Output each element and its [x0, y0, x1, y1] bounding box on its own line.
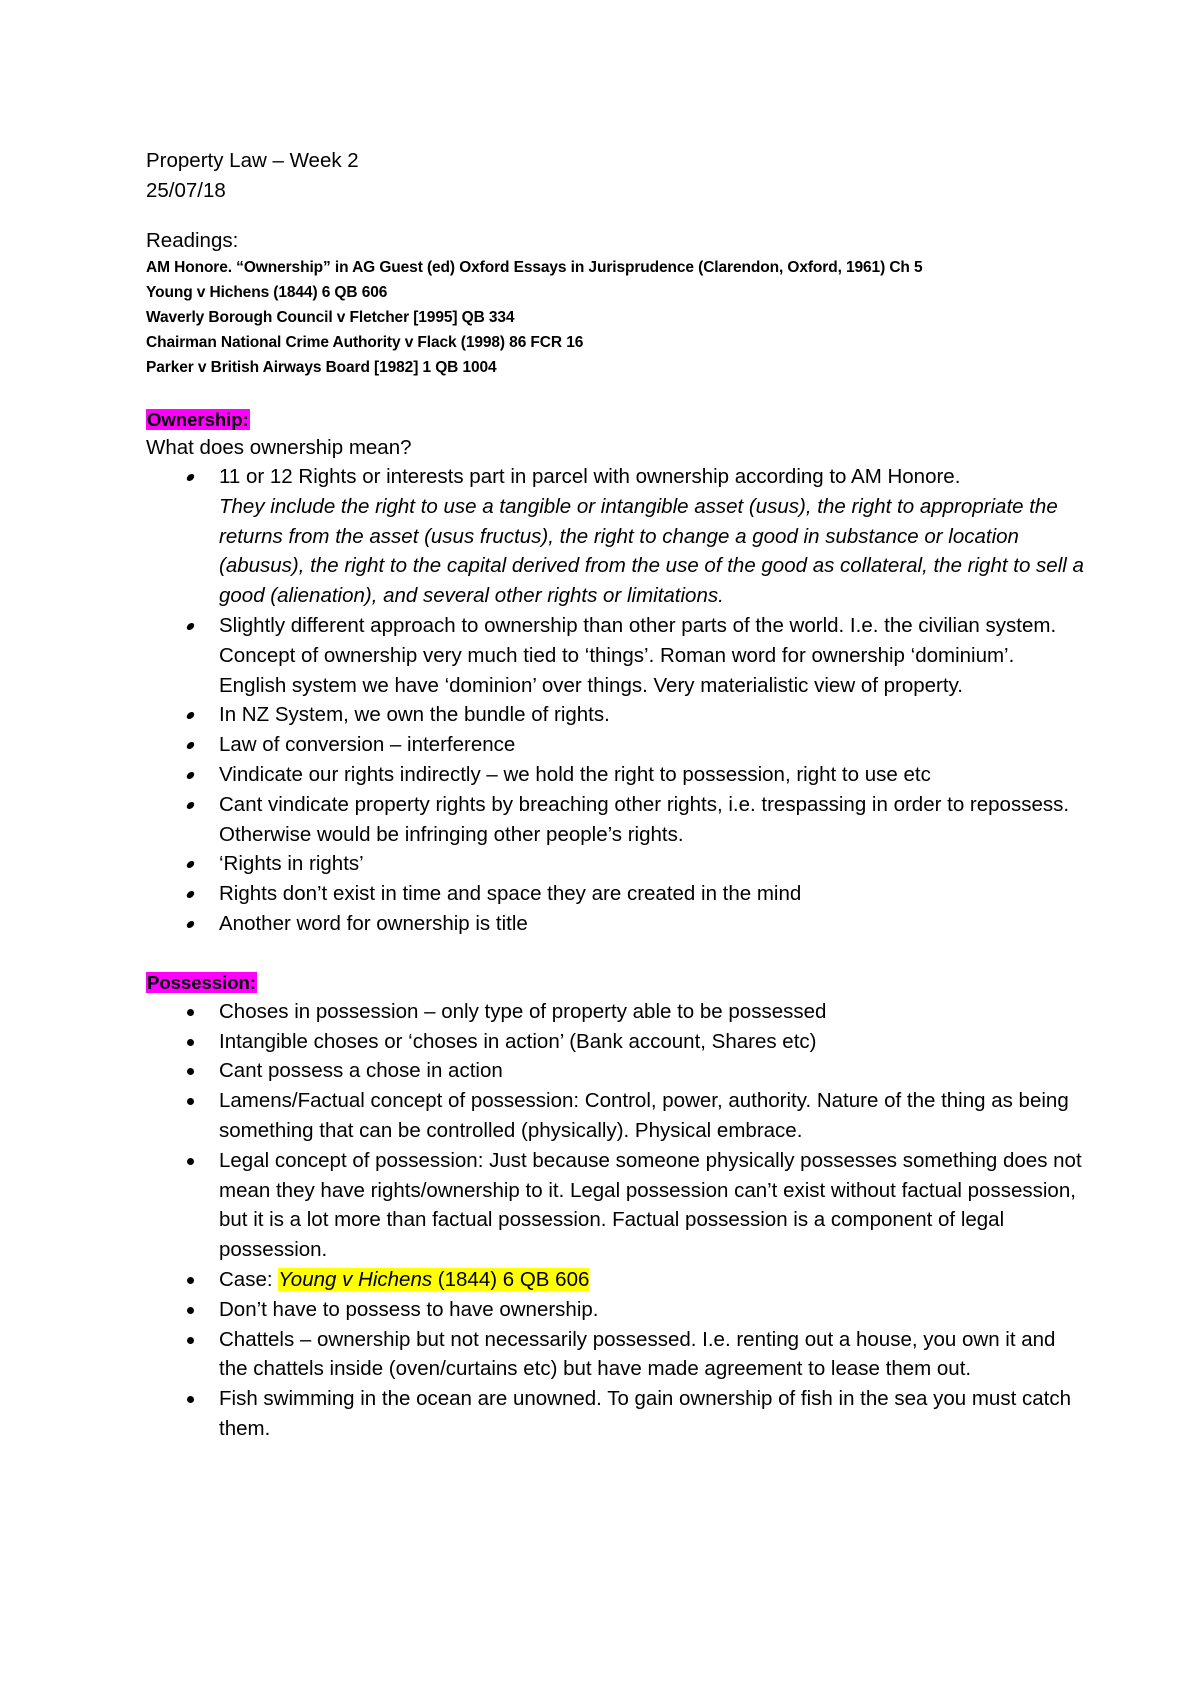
bullet-text: Lamens/Factual concept of possession: Control, power, authority. Nature of the thing as being something that can be controlled (physically). Physical embrace.: [219, 1089, 1069, 1142]
list-item: [146, 790, 1086, 850]
list-item: [146, 1086, 1086, 1146]
case-label: Case:: [219, 1267, 279, 1291]
bullet-icon: [186, 474, 196, 481]
bullet-icon: [186, 772, 196, 779]
list-item: [146, 1295, 1086, 1325]
possession-heading-row: [146, 969, 1086, 997]
readings-label: Readings:: [146, 229, 239, 252]
list-item: [146, 1027, 1086, 1057]
bullet-lead-text: 11 or 12 Rights or interests part in parcel with ownership according to AM Honore.: [219, 465, 961, 488]
list-item-case: [146, 1265, 1086, 1295]
bullet-icon: [186, 623, 196, 630]
reading-item: AM Honore. “Ownership” in AG Guest (ed) Oxford Essays in Jurisprudence (Clarendon, Oxford, 1961) Ch 5: [146, 259, 923, 276]
list-item: [146, 1146, 1086, 1265]
bullet-text: Cant vindicate property rights by breaching other rights, i.e. trespassing in order to repossess. Otherwise would be infringing other people’s rights.: [219, 792, 1070, 846]
bullet-text: Rights don’t exist in time and space they are created in the mind: [219, 882, 802, 906]
bullet-icon: [187, 1009, 194, 1016]
list-item: [146, 849, 1086, 879]
bullet-icon: [186, 742, 196, 749]
bullet-text: Vindicate our rights indirectly – we hold the right to possession, right to use etc: [219, 762, 931, 786]
bullet-text: Intangible choses or ‘choses in action’ (Bank account, Shares etc): [219, 1029, 817, 1053]
ownership-heading: Ownership:: [147, 409, 249, 430]
case-highlight: [278, 1268, 589, 1291]
bullet-text: Fish swimming in the ocean are unowned. To gain ownership of fish in the sea you must catch them.: [219, 1387, 1071, 1440]
bullet-icon: [187, 1307, 194, 1314]
list-item: [146, 760, 1086, 790]
bullet-icon: [187, 1337, 194, 1344]
bullet-text: Legal concept of possession: Just because someone physically possesses something does not mean they have rights/ownership to it. Legal possession can’t exist without factual possession, but it is a lot more than factual possession. Factual possession is a component of legal possession.: [219, 1148, 1082, 1262]
reading-item: Waverly Borough Council v Fletcher [1995] QB 334: [146, 309, 515, 326]
bullet-text: Chattels – ownership but not necessarily possessed. I.e. renting out a house, you own it and the chattels inside (oven/curtains etc) but have made agreement to lease them out.: [219, 1327, 1056, 1381]
case-citation: (1844) 6 QB 606: [432, 1267, 590, 1291]
possession-bullet-list: [146, 997, 1086, 1444]
reading-item: Chairman National Crime Authority v Flack (1998) 86 FCR 16: [146, 334, 584, 351]
bullet-text: Choses in possession – only type of property able to be possessed: [219, 999, 827, 1023]
bullet-icon: [187, 1068, 194, 1075]
list-item: [146, 879, 1086, 909]
bullet-text: Slightly different approach to ownership than other parts of the world. I.e. the civilian system. Concept of ownership very much tied to ‘things’. Roman word for ownership ‘dominium’. English system we have ‘dominion’ over things. Very materialistic view of property.: [219, 613, 1057, 697]
bullet-icon: [186, 861, 196, 868]
bullet-icon: [187, 1039, 194, 1046]
bullet-text: ‘Rights in rights’: [219, 852, 364, 876]
reading-item: Young v Hichens (1844) 6 QB 606: [146, 284, 388, 301]
possession-heading: Possession:: [147, 971, 256, 993]
bullet-text: Cant possess a chose in action: [219, 1059, 503, 1083]
bullet-text: Law of conversion – interference: [219, 733, 516, 757]
bullet-icon: [186, 921, 196, 928]
bullet-icon: [187, 1396, 194, 1403]
document-title: Property Law – Week 2: [146, 149, 359, 172]
list-item: [146, 611, 1086, 700]
case-name: Young v Hichens: [278, 1267, 433, 1291]
readings-list: [146, 255, 1086, 380]
list-item: [146, 700, 1086, 730]
list-item: [146, 997, 1086, 1027]
reading-item: Parker v British Airways Board [1982] 1 QB 1004: [146, 359, 497, 376]
document-page: [146, 146, 1086, 1444]
list-item: [146, 1384, 1086, 1444]
list-item: [146, 1056, 1086, 1086]
list-item: [146, 1325, 1086, 1385]
ownership-bullet-list: [146, 462, 1086, 939]
bullet-icon: [187, 1098, 194, 1105]
ownership-heading-row: [146, 406, 1086, 434]
bullet-italic-text: They include the right to use a tangible or intangible asset (usus), the right to appropriate the returns from the asset (usus fructus), the right to change a good in substance or location (abusus), the right to the capital derived from the use of the good as collateral, the right to sell a good (alienation), and several other rights or limitations.: [219, 494, 1084, 608]
document-date: 25/07/18: [146, 179, 226, 202]
list-item: [146, 462, 1086, 611]
bullet-icon: [187, 1158, 194, 1165]
bullet-icon: [187, 1277, 194, 1284]
bullet-text: Don’t have to possess to have ownership.: [219, 1297, 599, 1321]
case-line: [219, 1265, 1086, 1295]
bullet-text: Another word for ownership is title: [219, 911, 528, 935]
bullet-icon: [186, 802, 196, 809]
list-item: [146, 730, 1086, 760]
bullet-icon: [186, 891, 196, 898]
bullet-icon: [186, 712, 196, 719]
ownership-question: What does ownership mean?: [146, 436, 412, 459]
bullet-text: In NZ System, we own the bundle of rights.: [219, 703, 610, 727]
list-item: [146, 909, 1086, 939]
